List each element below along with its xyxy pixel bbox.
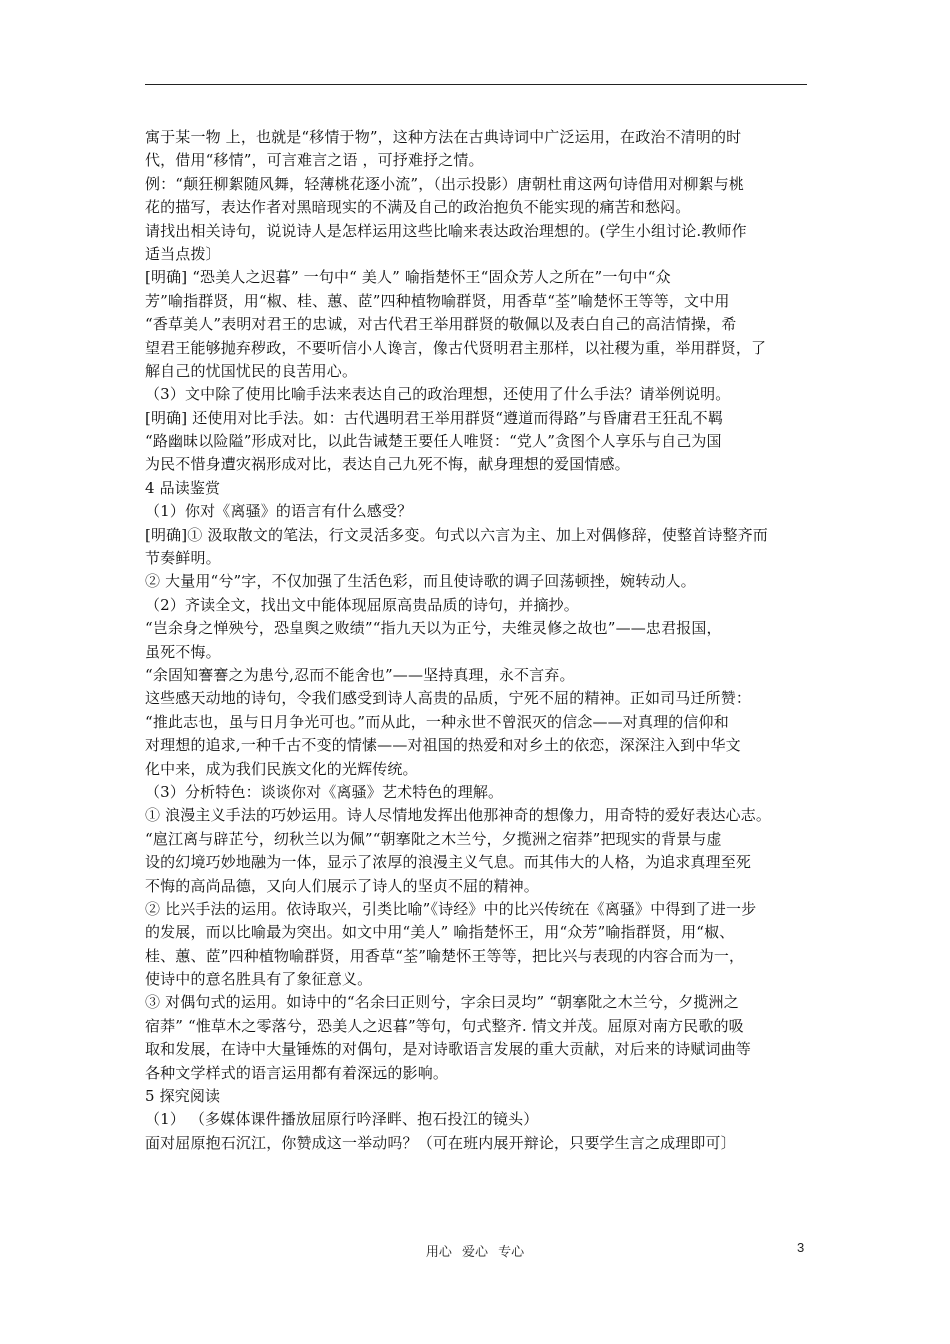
document-body xyxy=(145,126,815,1155)
text-line: （3）文中除了使用比喻手法来表达自己的政治理想，还使用了什么手法？请举例说明。 xyxy=(145,385,731,404)
text-line: （3）分析特色：谈谈你对《离骚》艺术特色的理解。 xyxy=(145,782,504,801)
text-line: 对理想的追求,一种千古不变的情愫——对祖国的热爱和对乡土的依恋，深深注入到中华文 xyxy=(145,736,741,755)
text-line: [明确] “恐美人之迟暮” 一句中“ 美人” 喻指楚怀王“固众芳人之所在”一句中“众 xyxy=(145,268,671,287)
text-line: 5 探究阅读 xyxy=(145,1087,221,1106)
text-line: 解自己的忧国忧民的良苦用心。 xyxy=(145,361,358,380)
text-line: 各种文学样式的语言运用都有着深远的影响。 xyxy=(145,1063,449,1082)
text-line: “路幽昧以险隘”形成对比，以此告诫楚王要任人唯贤：“党人”贪图个人享乐与自己为国 xyxy=(145,432,722,451)
text-line: 适当点拨〕 xyxy=(145,244,221,263)
text-line: “岂余身之惮殃兮，恐皇舆之败绩”“指九天以为正兮，夫维灵修之故也”——忠君报国， xyxy=(145,619,722,638)
text-line: ② 比兴手法的运用。依诗取兴，引类比喻”《诗经》中的比兴传统在《离骚》中得到了进一步 xyxy=(145,899,757,918)
text-line: 请找出相关诗句，说说诗人是怎样运用这些比喻来表达政治理想的。(学生小组讨论.教师作 xyxy=(145,221,747,240)
text-line: [明确] 还使用对比手法。如：古代遇明君王举用群贤“遵道而得路”与昏庸君王狂乱不羁 xyxy=(145,408,723,427)
header-rule xyxy=(145,84,807,85)
text-line: （1） （多媒体课件播放屈原行吟泽畔、抱石投江的镜头） xyxy=(145,1110,539,1129)
text-line: 4 品读鉴赏 xyxy=(145,478,221,497)
text-line: 节奏鲜明。 xyxy=(145,549,221,568)
text-line: “香草美人”表明对君王的忠诚，对古代君王举用群贤的敬佩以及表白自己的高洁情操，希 xyxy=(145,315,737,334)
text-line: 例：“颠狂柳絮随风舞，轻薄桃花逐小流”，（出示投影）唐朝杜甫这两句诗借用对柳絮与桃 xyxy=(145,174,744,193)
text-line: 设的幻境巧妙地融为一体，显示了浓厚的浪漫主义气息。而其伟大的人格，为追求真理至死 xyxy=(145,853,752,872)
text-line: 寓于某一物 上，也就是“移情于物”，这种方法在古典诗词中广泛运用，在政治不清明的时 xyxy=(145,128,742,146)
text-line: 不悔的高尚品德，又向人们展示了诗人的坚贞不屈的精神。 xyxy=(145,876,539,895)
text-line: 望君王能够抛弃秽政，不要听信小人谗言，像古代贤明君主那样，以社稷为重，举用群贤，了 xyxy=(145,338,767,357)
text-line: 宿莽” “惟草木之零落兮，恐美人之迟暮”等句，句式整齐. 情文并茂。屈原对南方民歌的吸 xyxy=(145,1016,744,1035)
text-line: 化中来，成为我们民族文化的光辉传统。 xyxy=(145,759,418,778)
text-line: 面对屈原抱石沉江，你赞成这一举动吗？（可在班内展开辩论，只要学生言之成理即可〕 xyxy=(145,1133,736,1152)
text-line: 使诗中的意名胜具有了象征意义。 xyxy=(145,970,373,989)
text-line: ① 浪漫主义手法的巧妙运用。诗人尽情地发挥出他那神奇的想像力，用奇特的爱好表达心志。 xyxy=(145,806,772,825)
text-line: 芳”喻指群贤，用“椒、桂、蕙、茝”四种植物喻群贤，用香草“荃”喻楚怀王等等，文中用 xyxy=(145,291,730,310)
text-line: 的发展，而以比喻最为突出。如文中用“美人” 喻指楚怀王，用“众芳”喻指群贤，用“椒、 xyxy=(145,923,735,942)
text-line: 这些感天动地的诗句，令我们感受到诗人高贵的品质，宁死不屈的精神。正如司马迁所赞： xyxy=(145,689,752,708)
text-line: 代，借用“移情”，可言难言之语 ，可抒难抒之情。 xyxy=(145,151,484,170)
text-line: 虽死不悔。 xyxy=(145,642,221,661)
page-number: 3 xyxy=(797,1240,805,1255)
text-line: “扈江离与辟芷兮，纫秋兰以为佩”“朝搴阰之木兰兮，夕揽洲之宿莽”把现实的背景与虚 xyxy=(145,829,722,848)
text-line: （2）齐读全文，找出文中能体现屈原高贵品质的诗句，并摘抄。 xyxy=(145,595,579,614)
text-line: ② 大量用“兮”字，不仅加强了生活色彩，而且使诗歌的调子回荡顿挫，婉转动人。 xyxy=(145,572,696,591)
text-line: [明确]① 汲取散文的笔法，行文灵活多变。句式以六言为主、加上对偶修辞，使整首诗整齐而 xyxy=(145,525,768,544)
footer-text: 用心 爱心 专心 xyxy=(425,1245,525,1260)
text-line: 取和发展，在诗中大量锤炼的对偶句，是对诗歌语言发展的重大贡献，对后来的诗赋词曲等 xyxy=(145,1040,752,1059)
text-line: 桂、蕙、茝”四种植物喻群贤，用香草“荃”喻楚怀王等等，把比兴与表现的内容合而为一， xyxy=(145,946,745,965)
text-line: ③ 对偶句式的运用。如诗中的“名余曰正则兮，字余曰灵均” “朝搴阰之木兰兮，夕揽洲之 xyxy=(145,993,739,1012)
text-line: 为民不惜身遭灾祸形成对比，表达自己九死不悔，献身理想的爱国情感。 xyxy=(145,455,630,474)
text-line: 花的描写，表达作者对黑暗现实的不满及自己的政治抱负不能实现的痛苦和愁闷。 xyxy=(145,198,691,217)
text-line: “推此志也，虽与日月争光可也。”而从此，一种永世不曾泯灭的信念——对真理的信仰和 xyxy=(145,712,729,731)
text-line: （1）你对《离骚》的语言有什么感受？ xyxy=(145,502,413,521)
text-line: “余固知謇謇之为患兮,忍而不能舍也”——坚持真理，永不言弃。 xyxy=(145,665,575,684)
